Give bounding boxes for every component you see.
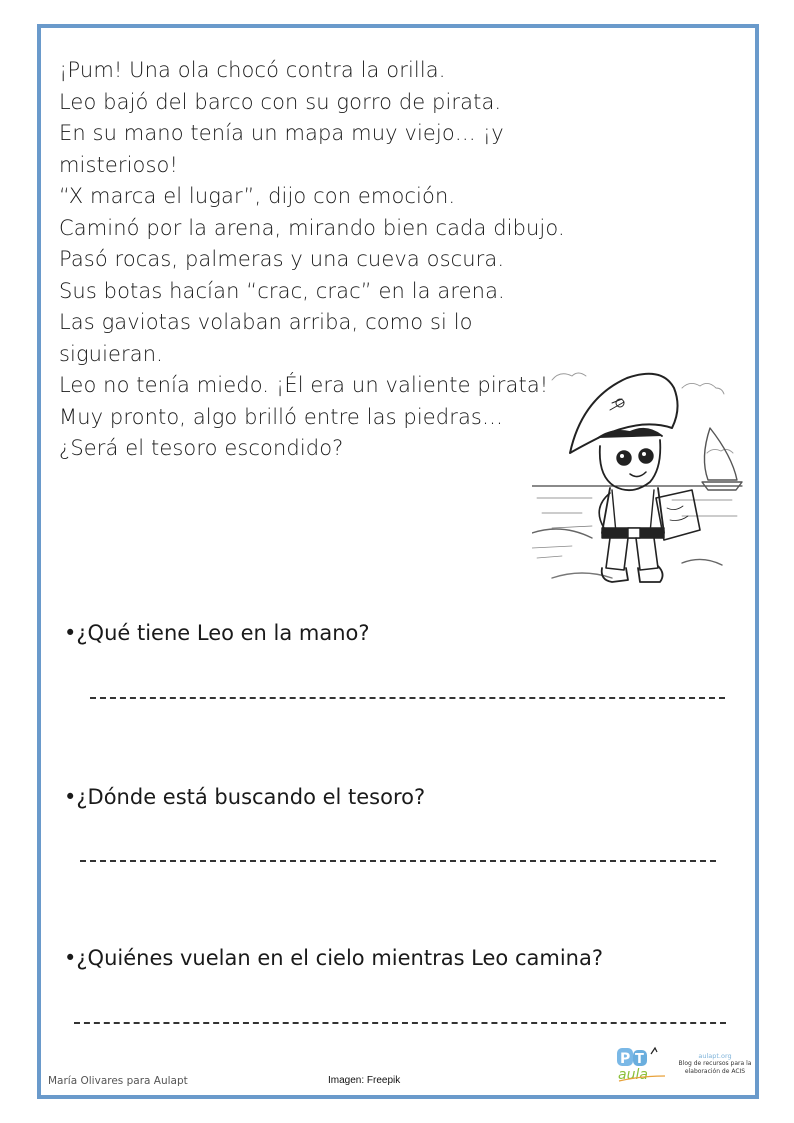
story-line: Leo no tenía miedo. ¡Él era un valiente pirata! [59, 373, 549, 397]
svg-text:T: T [635, 1052, 644, 1067]
logo-tagline-2: elaboración de ACIS [684, 1068, 746, 1075]
story-line: siguieran. [59, 341, 163, 366]
logo-tagline-1: Blog de recursos para la [678, 1060, 752, 1067]
aulapt-logo-icon [615, 1046, 675, 1084]
image-credit: Imagen: Freepik [328, 1075, 401, 1086]
question-2 [64, 785, 425, 809]
story-line: Leo bajó del barco con su gorro de pirata. [59, 89, 502, 114]
pirate-boy-illustration [532, 358, 762, 598]
logo-tagline [670, 1052, 760, 1076]
story-line: Caminó por la arena, mirando bien cada dibujo. [59, 215, 565, 240]
svg-text:aula: aula [618, 1067, 648, 1083]
story-line: misterioso! [59, 152, 179, 177]
bullet: • [64, 946, 77, 970]
logo-url: aulapt.org [698, 1052, 732, 1060]
bullet: • [64, 785, 77, 809]
story-line: Muy pronto, algo brilló entre las piedras… [59, 404, 504, 429]
story-line: ¿Será el tesoro escondido? [59, 436, 344, 460]
story-line: Sus botas hacían “crac, crac” en la arena. [59, 278, 505, 303]
svg-text:P: P [620, 1051, 631, 1067]
story-text [59, 55, 599, 465]
story-line: Pasó rocas, palmeras y una cueva oscura. [59, 247, 505, 271]
story-line: Las gaviotas volaban arriba, como si lo [59, 310, 473, 334]
answer-line-1[interactable] [90, 697, 725, 699]
question-text: ¿Qué tiene Leo en la mano? [76, 621, 370, 645]
question-1 [64, 621, 370, 645]
story-line: “X marca el lugar”, dijo con emoción. [59, 184, 456, 208]
question-3 [64, 946, 603, 970]
answer-line-3[interactable] [74, 1022, 726, 1024]
question-text: ¿Quiénes vuelan en el cielo mientras Leo camina? [76, 946, 603, 970]
story-line: ¡Pum! Una ola chocó contra la orilla. [59, 58, 446, 82]
answer-line-2[interactable] [80, 860, 716, 862]
footer-author: María Olivares para Aulapt [48, 1075, 188, 1087]
story-line: En su mano tenía un mapa muy viejo… ¡y [59, 121, 504, 145]
question-text: ¿Dónde está buscando el tesoro? [76, 785, 426, 809]
bullet: • [64, 621, 77, 645]
